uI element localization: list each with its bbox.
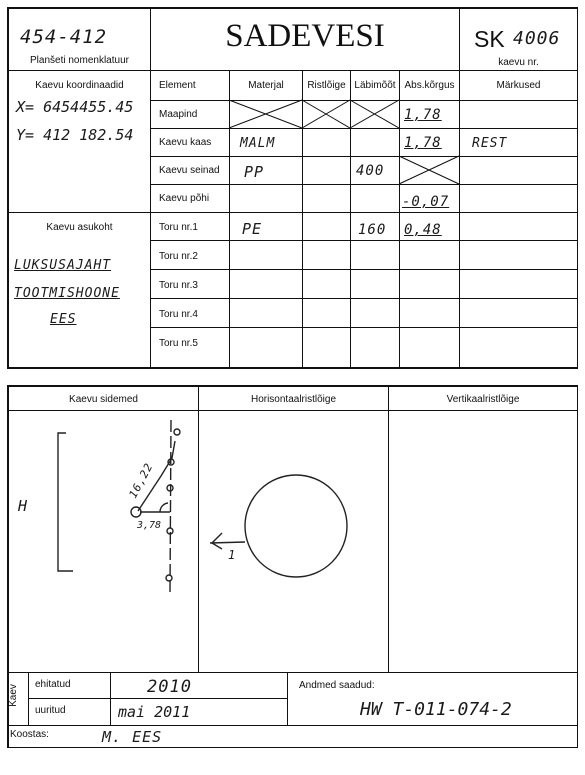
cell-abs: 1,78	[404, 135, 442, 151]
well-label: kaevu nr.	[498, 57, 539, 68]
col-header-abs: Abs.kõrgus	[404, 80, 455, 91]
cell-abs: 1,78	[404, 107, 442, 123]
cell-material: PP	[244, 163, 265, 181]
row-element: Kaevu seinad	[159, 165, 220, 176]
col-header-element: Element	[159, 80, 196, 91]
built-value: 2010	[147, 677, 192, 697]
cell-diameter: 400	[356, 163, 385, 179]
cell-abs: -0,07	[402, 194, 450, 210]
cell-material: PE	[242, 220, 263, 238]
row-element: Toru nr.2	[159, 251, 198, 262]
sketch-h-label: H	[18, 497, 29, 515]
page-title: SADEVESI	[225, 18, 385, 54]
row-element: Kaevu põhi	[159, 193, 210, 204]
author-value: M. EES	[102, 728, 163, 746]
location-line-1: LUKSUSAJAHT	[14, 258, 112, 273]
row-element: Kaevu kaas	[159, 137, 212, 148]
col-header-cross: Ristlõige	[307, 80, 346, 91]
row-element: Maapind	[159, 109, 198, 120]
built-label: ehitatud	[35, 679, 71, 690]
author-label: Koostas:	[10, 729, 49, 740]
row-element: Toru nr.3	[159, 280, 198, 291]
nomenclature-label: Planšeti nomenklatuur	[30, 55, 129, 66]
row-element: Toru nr.4	[159, 309, 198, 320]
col-header-diameter: Läbimõõt	[354, 80, 396, 91]
nomenclature-value: 454-412	[20, 26, 108, 48]
sketch-side-measure: 3,78	[137, 520, 162, 531]
section-vertical-label: Vertikaalristlõige	[446, 394, 520, 405]
coordinate-y: Y= 412 182.54	[16, 126, 134, 144]
section-horizontal-label: Horisontaalristlõige	[250, 394, 337, 405]
sketch-diagonal-measure: 16,22	[126, 460, 156, 501]
row-element: Toru nr.1	[159, 222, 198, 233]
coordinate-x: X= 6454455.45	[16, 98, 134, 116]
sketch-pipe-label: 1	[228, 548, 237, 562]
section-ties-label: Kaevu sidemed	[69, 394, 138, 405]
location-label: Kaevu asukoht	[46, 222, 113, 233]
data-from-label: Andmed saadud:	[299, 680, 375, 691]
surveyed-label: uuritud	[35, 705, 66, 716]
row-element: Toru nr.5	[159, 338, 198, 349]
cell-abs: 0,48	[404, 222, 442, 238]
col-header-notes: Märkused	[496, 80, 541, 91]
col-header-material: Materjal	[248, 80, 284, 91]
cell-diameter: 160	[358, 222, 387, 238]
cell-material: MALM	[240, 136, 276, 151]
well-prefix: SK	[474, 26, 505, 52]
surveyed-value: mai 2011	[118, 703, 191, 721]
data-from-value: HW T-011-074-2	[360, 699, 512, 720]
kaev-label: Kaev	[7, 684, 19, 707]
well-number: 4006	[513, 28, 561, 49]
location-line-3: EES	[50, 312, 77, 327]
location-line-2: TOOTMISHOONE	[14, 286, 120, 301]
cell-notes: REST	[472, 136, 508, 151]
coordinates-label: Kaevu koordinaadid	[35, 80, 124, 91]
